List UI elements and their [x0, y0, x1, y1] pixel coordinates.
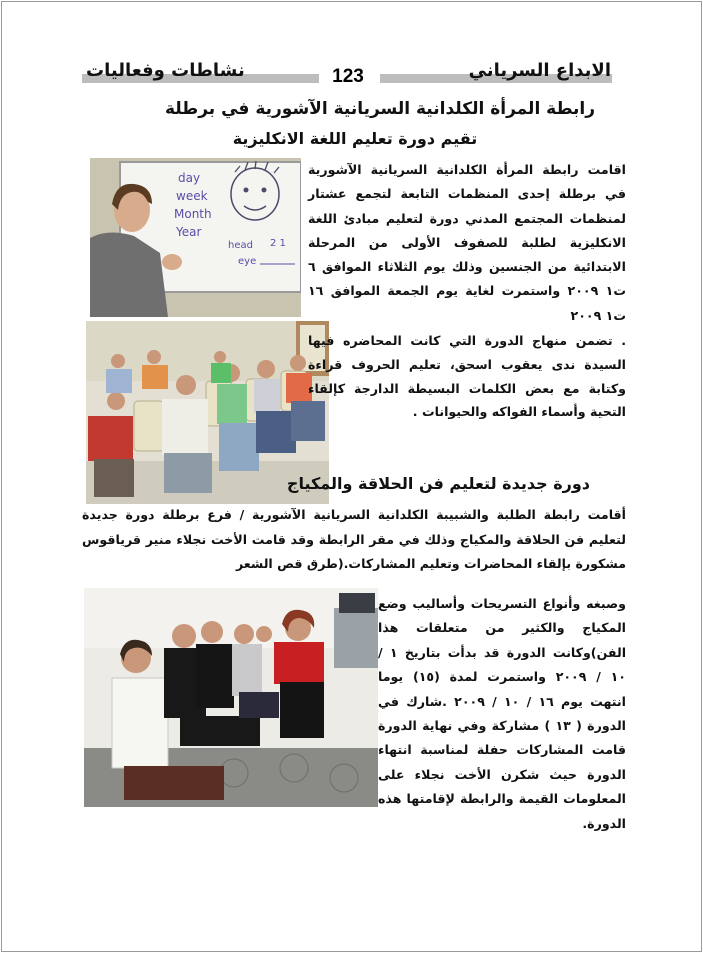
page-number: 123: [332, 66, 364, 87]
article2-paragraph-2: وصبغه وأنواع التسريحات وأساليب وضع المكياج والكثير من متعلقات هذا الفن)وكانت الدورة قد بدأت بتاريخ ١ / ١٠ / ٢٠٠٩ واستمرت لمدة (١٥) يوما انتهت يوم ١٦ / ١٠ / ٢٠٠٩ .شارك في الدورة ( ١٣ ) مشاركة وفي نهاية الدورة قامت المشاركات حفلة لمناسبة انتهاء الدورة حيث شكرن الأخت نجلاء على المعلومات القيمة والرابطة لإقامتها هذه الدورة.: [378, 596, 627, 831]
whiteboard-word-eye: eye: [238, 256, 257, 267]
section-name: نشاطات وفعاليات: [86, 60, 245, 81]
whiteboard-word-1: day: [178, 171, 201, 185]
article2-paragraph-1: أقامت رابطة الطلبة والشبيبة الكلدانية السريانية الآشورية / فرع برطلة دورة جديدة لتعليم فن الحلاقة والمكياج وذلك في مقر الرابطة وقد قامت الأخت نجلاء منير قرياقوس مشكورة بإلقاء المحاضرات وتعليم المشاركات.(طرق قص الشعر: [82, 507, 626, 571]
article-paragraph-2: . تضمن منهاج الدورة التي كانت المحاضره فيها السيدة ندى يعقوب اسحق، تعليم الحروف قراءة وكتابة مع بعض الكلمات البسيطة الدارجة كإلقاء التحية وأسماء الفواكه والحيوانات .: [308, 333, 626, 420]
photo-teacher-whiteboard: [90, 158, 301, 317]
whiteboard-word-2: week: [176, 189, 208, 203]
magazine-name: الابداع السرياني: [468, 60, 611, 81]
article2-title: دورة جديدة لتعليم فن الحلاقة والمكياج: [286, 474, 590, 493]
whiteboard-numbers: 2 1: [270, 238, 286, 249]
whiteboard-word-head: head: [228, 240, 253, 251]
whiteboard-word-4: Year: [176, 225, 202, 239]
article-paragraph-1: اقامت رابطة المرأة الكلدانية السريانية الآشورية في برطلة إحدى المنظمات التابعة لتجمع عشتار لمنظمات المجتمع المدني دورة لتعليم مبادئ اللغة الانكليزية لطلبة للصفوف الأولى من المرحلة الابتدائية من الجنسين وذلك يوم الثلاثاء الموافق ٦ ت١ ٢٠٠٩ واستمرت لغاية يوم الجمعة الموافق ١٦ ت١ ٢٠٠٩: [308, 162, 627, 323]
photo-participants-women: [84, 588, 378, 807]
article-title: رابطة المرأة الكلدانية السريانية الآشورية في برطلة: [164, 99, 596, 119]
whiteboard-word-3: Month: [174, 207, 212, 221]
article-subtitle: تقيم دورة تعليم اللغة الانكليزية: [232, 129, 478, 148]
